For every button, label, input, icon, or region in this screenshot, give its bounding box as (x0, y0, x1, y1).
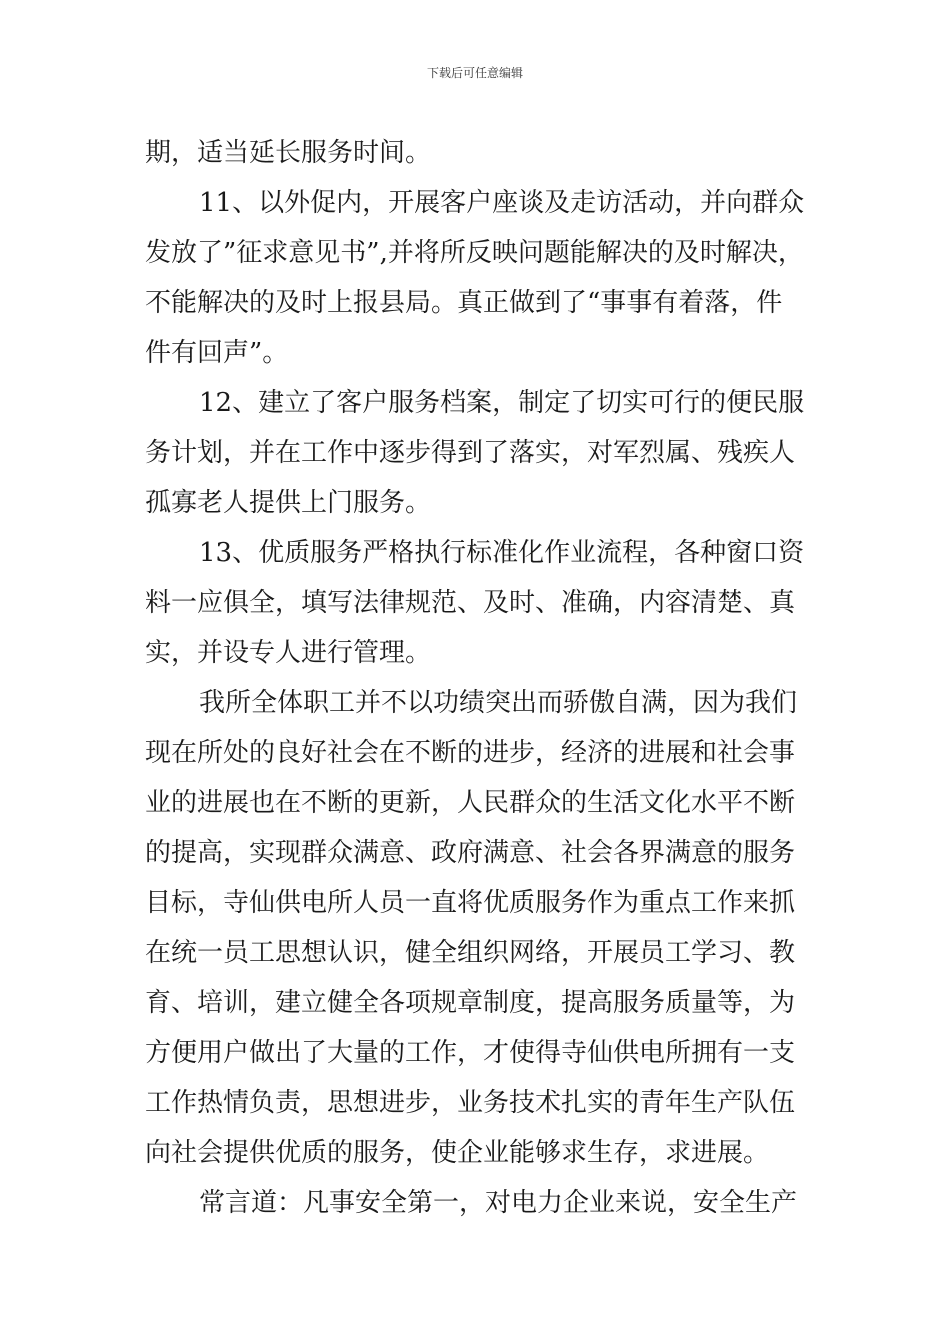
text-line: 件有回声”。 (145, 338, 289, 368)
text-line: 不能解决的及时上报县局。真正做到了“事事有着落，件 (145, 288, 783, 318)
document-body (145, 128, 810, 1228)
text-line: 现在所处的良好社会在不断的进步，经济的进展和社会事 (145, 738, 796, 768)
text-line: 育、培训，建立健全各项规章制度，提高服务质量等，为 (145, 988, 796, 1018)
text-line: 的提高，实现群众满意、政府满意、社会各界满意的服务 (145, 838, 796, 868)
text-line: 发放了”征求意见书”,并将所反映问题能解决的及时解决， (145, 238, 804, 268)
text-line: 实，并设专人进行管理。 (145, 638, 432, 668)
text-line: 常言道：凡事安全第一，对电力企业来说，安全生产 (199, 1188, 798, 1218)
text-line: 方便用户做出了大量的工作，才使得寺仙供电所拥有一支 (145, 1038, 796, 1068)
text-line: 在统一员工思想认识，健全组织网络，开展员工学习、教 (145, 938, 796, 968)
text-line: 孤寡老人提供上门服务。 (145, 488, 432, 518)
text-line: 务计划，并在工作中逐步得到了落实，对军烈属、残疾人 (145, 438, 796, 468)
text-line: 向社会提供优质的服务，使企业能够求生存，求进展。 (145, 1138, 770, 1168)
text-line: 12、建立了客户服务档案，制定了切实可行的便民服 (199, 388, 805, 418)
text-line: 料一应俱全，填写法律规范、及时、准确，内容清楚、真 (145, 588, 796, 618)
text-line: 业的进展也在不断的更新，人民群众的生活文化水平不断 (145, 788, 796, 818)
text-line: 我所全体职工并不以功绩突出而骄傲自满，因为我们 (199, 688, 798, 718)
text-line: 工作热情负责，思想进步，业务技术扎实的青年生产队伍 (145, 1088, 796, 1118)
text-line: 目标，寺仙供电所人员一直将优质服务作为重点工作来抓 (145, 888, 796, 918)
text-line: 11、以外促内，开展客户座谈及走访活动，并向群众 (199, 188, 805, 218)
page-header: 下载后可任意编辑 (426, 66, 523, 80)
text-line: 期，适当延长服务时间。 (145, 138, 432, 168)
text-line: 13、优质服务严格执行标准化作业流程，各种窗口资 (199, 538, 805, 568)
